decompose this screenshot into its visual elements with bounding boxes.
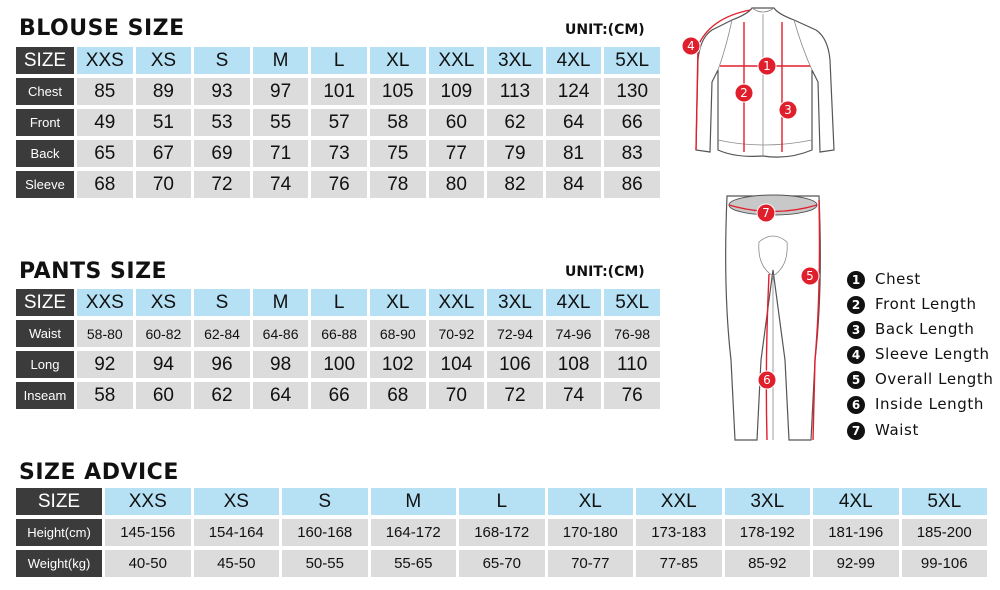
value-cell: 173-183 (636, 519, 722, 546)
size-header-cell: 4XL (546, 47, 602, 74)
value-cell: 78 (370, 171, 426, 198)
row-label: Sleeve (16, 171, 74, 198)
legend-label: Overall Length (875, 370, 994, 388)
value-cell: 53 (194, 109, 250, 136)
pants-title: PANTS SIZE (19, 259, 168, 284)
size-header-cell: 5XL (902, 488, 988, 515)
value-cell: 62-84 (194, 320, 250, 347)
value-cell: 83 (604, 140, 660, 167)
value-cell: 72 (487, 382, 543, 409)
legend-number: 3 (847, 321, 865, 339)
size-header-cell: XL (548, 488, 634, 515)
value-cell: 73 (311, 140, 367, 167)
value-cell: 64-86 (253, 320, 309, 347)
value-cell: 62 (194, 382, 250, 409)
size-header-label: SIZE (16, 47, 74, 74)
row-label: Waist (16, 320, 74, 347)
value-cell: 70-92 (429, 320, 485, 347)
value-cell: 124 (546, 78, 602, 105)
row-label: Height(cm) (16, 519, 102, 546)
table-row (16, 320, 660, 347)
value-cell: 60 (136, 382, 192, 409)
legend-item-back-length (847, 320, 997, 340)
legend-number: 7 (847, 422, 865, 440)
table-row (16, 78, 660, 105)
marker-overall-length: 5 (806, 269, 814, 283)
row-label: Front (16, 109, 74, 136)
size-header-cell: XXS (77, 289, 133, 316)
size-header-cell: XXL (636, 488, 722, 515)
size-header-cell: 5XL (604, 47, 660, 74)
marker-back-length: 3 (784, 103, 792, 117)
size-header-cell: XXL (429, 289, 485, 316)
size-header-cell: 3XL (487, 289, 543, 316)
legend-item-sleeve-length (847, 345, 997, 365)
value-cell: 109 (429, 78, 485, 105)
legend-label: Waist (875, 421, 919, 439)
value-cell: 70-77 (548, 550, 634, 577)
size-header-cell: M (253, 289, 309, 316)
size-header-cell: L (311, 47, 367, 74)
size-header-cell: 5XL (604, 289, 660, 316)
value-cell: 100 (311, 351, 367, 378)
legend-item-overall-length (847, 370, 997, 390)
value-cell: 113 (487, 78, 543, 105)
size-header-cell: XXL (429, 47, 485, 74)
value-cell: 93 (194, 78, 250, 105)
value-cell: 60 (429, 109, 485, 136)
value-cell: 64 (546, 109, 602, 136)
table-header-row (16, 488, 987, 515)
value-cell: 154-164 (194, 519, 280, 546)
value-cell: 85 (77, 78, 133, 105)
advice-title: SIZE ADVICE (19, 460, 179, 485)
value-cell: 75 (370, 140, 426, 167)
value-cell: 170-180 (548, 519, 634, 546)
size-header-cell: XXS (105, 488, 191, 515)
value-cell: 45-50 (194, 550, 280, 577)
size-header-cell: XXS (77, 47, 133, 74)
row-label: Back (16, 140, 74, 167)
legend-item-inside-length (847, 395, 997, 415)
value-cell: 62 (487, 109, 543, 136)
size-header-cell: XS (136, 289, 192, 316)
size-header-cell: M (371, 488, 457, 515)
value-cell: 65 (77, 140, 133, 167)
value-cell: 58 (370, 109, 426, 136)
table-row (16, 519, 987, 546)
value-cell: 145-156 (105, 519, 191, 546)
legend-item-chest (847, 270, 997, 290)
value-cell: 89 (136, 78, 192, 105)
value-cell: 76-98 (604, 320, 660, 347)
value-cell: 68-90 (370, 320, 426, 347)
value-cell: 102 (370, 351, 426, 378)
size-header-cell: L (459, 488, 545, 515)
value-cell: 108 (546, 351, 602, 378)
value-cell: 66-88 (311, 320, 367, 347)
value-cell: 104 (429, 351, 485, 378)
value-cell: 92 (77, 351, 133, 378)
row-label: Long (16, 351, 74, 378)
value-cell: 55 (253, 109, 309, 136)
value-cell: 86 (604, 171, 660, 198)
value-cell: 69 (194, 140, 250, 167)
size-header-cell: XS (194, 488, 280, 515)
value-cell: 74 (253, 171, 309, 198)
row-label: Weight(kg) (16, 550, 102, 577)
value-cell: 64 (253, 382, 309, 409)
legend-item-waist (847, 421, 997, 441)
legend-item-front-length (847, 295, 997, 315)
legend-number: 4 (847, 346, 865, 364)
blouse-title: BLOUSE SIZE (19, 16, 185, 41)
value-cell: 164-172 (371, 519, 457, 546)
value-cell: 98 (253, 351, 309, 378)
size-header-cell: 3XL (487, 47, 543, 74)
value-cell: 72-94 (487, 320, 543, 347)
value-cell: 97 (253, 78, 309, 105)
size-header-cell: S (282, 488, 368, 515)
value-cell: 105 (370, 78, 426, 105)
value-cell: 80 (429, 171, 485, 198)
size-header-label: SIZE (16, 488, 102, 515)
size-header-cell: XL (370, 47, 426, 74)
pants-size-table (13, 285, 663, 413)
size-header-cell: L (311, 289, 367, 316)
table-row (16, 171, 660, 198)
value-cell: 101 (311, 78, 367, 105)
value-cell: 110 (604, 351, 660, 378)
legend-label: Front Length (875, 295, 977, 313)
value-cell: 76 (311, 171, 367, 198)
value-cell: 130 (604, 78, 660, 105)
value-cell: 65-70 (459, 550, 545, 577)
legend-label: Back Length (875, 320, 975, 338)
legend-label: Chest (875, 270, 921, 288)
value-cell: 40-50 (105, 550, 191, 577)
value-cell: 58-80 (77, 320, 133, 347)
size-header-cell: 4XL (813, 488, 899, 515)
table-row (16, 351, 660, 378)
value-cell: 74 (546, 382, 602, 409)
legend-number: 2 (847, 296, 865, 314)
blouse-unit: UNIT:(CM) (565, 22, 645, 38)
value-cell: 76 (604, 382, 660, 409)
value-cell: 60-82 (136, 320, 192, 347)
value-cell: 79 (487, 140, 543, 167)
value-cell: 82 (487, 171, 543, 198)
value-cell: 94 (136, 351, 192, 378)
value-cell: 77 (429, 140, 485, 167)
table-header-row (16, 47, 660, 74)
blouse-size-table (13, 43, 663, 202)
size-header-cell: S (194, 47, 250, 74)
table-row (16, 382, 660, 409)
size-header-cell: XS (136, 47, 192, 74)
value-cell: 96 (194, 351, 250, 378)
size-header-cell: 4XL (546, 289, 602, 316)
size-advice-table (13, 484, 990, 581)
table-row (16, 109, 660, 136)
value-cell: 85-92 (725, 550, 811, 577)
row-label: Chest (16, 78, 74, 105)
value-cell: 68 (77, 171, 133, 198)
value-cell: 70 (429, 382, 485, 409)
pants-diagram (715, 190, 835, 445)
size-header-label: SIZE (16, 289, 74, 316)
value-cell: 71 (253, 140, 309, 167)
value-cell: 77-85 (636, 550, 722, 577)
table-row (16, 550, 987, 577)
value-cell: 49 (77, 109, 133, 136)
value-cell: 168-172 (459, 519, 545, 546)
legend-label: Sleeve Length (875, 345, 990, 363)
marker-inside-length: 6 (763, 373, 771, 387)
legend-label: Inside Length (875, 395, 984, 413)
value-cell: 92-99 (813, 550, 899, 577)
value-cell: 84 (546, 171, 602, 198)
table-header-row (16, 289, 660, 316)
legend-number: 6 (847, 396, 865, 414)
value-cell: 68 (370, 382, 426, 409)
size-header-cell: M (253, 47, 309, 74)
value-cell: 181-196 (813, 519, 899, 546)
value-cell: 185-200 (902, 519, 988, 546)
value-cell: 72 (194, 171, 250, 198)
value-cell: 66 (604, 109, 660, 136)
value-cell: 67 (136, 140, 192, 167)
value-cell: 55-65 (371, 550, 457, 577)
size-header-cell: S (194, 289, 250, 316)
legend-number: 1 (847, 271, 865, 289)
value-cell: 106 (487, 351, 543, 378)
value-cell: 50-55 (282, 550, 368, 577)
value-cell: 58 (77, 382, 133, 409)
jersey-diagram (670, 0, 870, 170)
value-cell: 70 (136, 171, 192, 198)
row-label: Inseam (16, 382, 74, 409)
value-cell: 160-168 (282, 519, 368, 546)
size-header-cell: XL (370, 289, 426, 316)
value-cell: 99-106 (902, 550, 988, 577)
marker-waist: 7 (762, 206, 770, 220)
value-cell: 74-96 (546, 320, 602, 347)
pants-unit: UNIT:(CM) (565, 264, 645, 280)
value-cell: 66 (311, 382, 367, 409)
value-cell: 51 (136, 109, 192, 136)
marker-front-length: 2 (740, 86, 748, 100)
value-cell: 178-192 (725, 519, 811, 546)
legend-number: 5 (847, 371, 865, 389)
table-row (16, 140, 660, 167)
marker-sleeve-length: 4 (687, 39, 695, 53)
size-header-cell: 3XL (725, 488, 811, 515)
value-cell: 57 (311, 109, 367, 136)
marker-chest: 1 (763, 59, 771, 73)
value-cell: 81 (546, 140, 602, 167)
